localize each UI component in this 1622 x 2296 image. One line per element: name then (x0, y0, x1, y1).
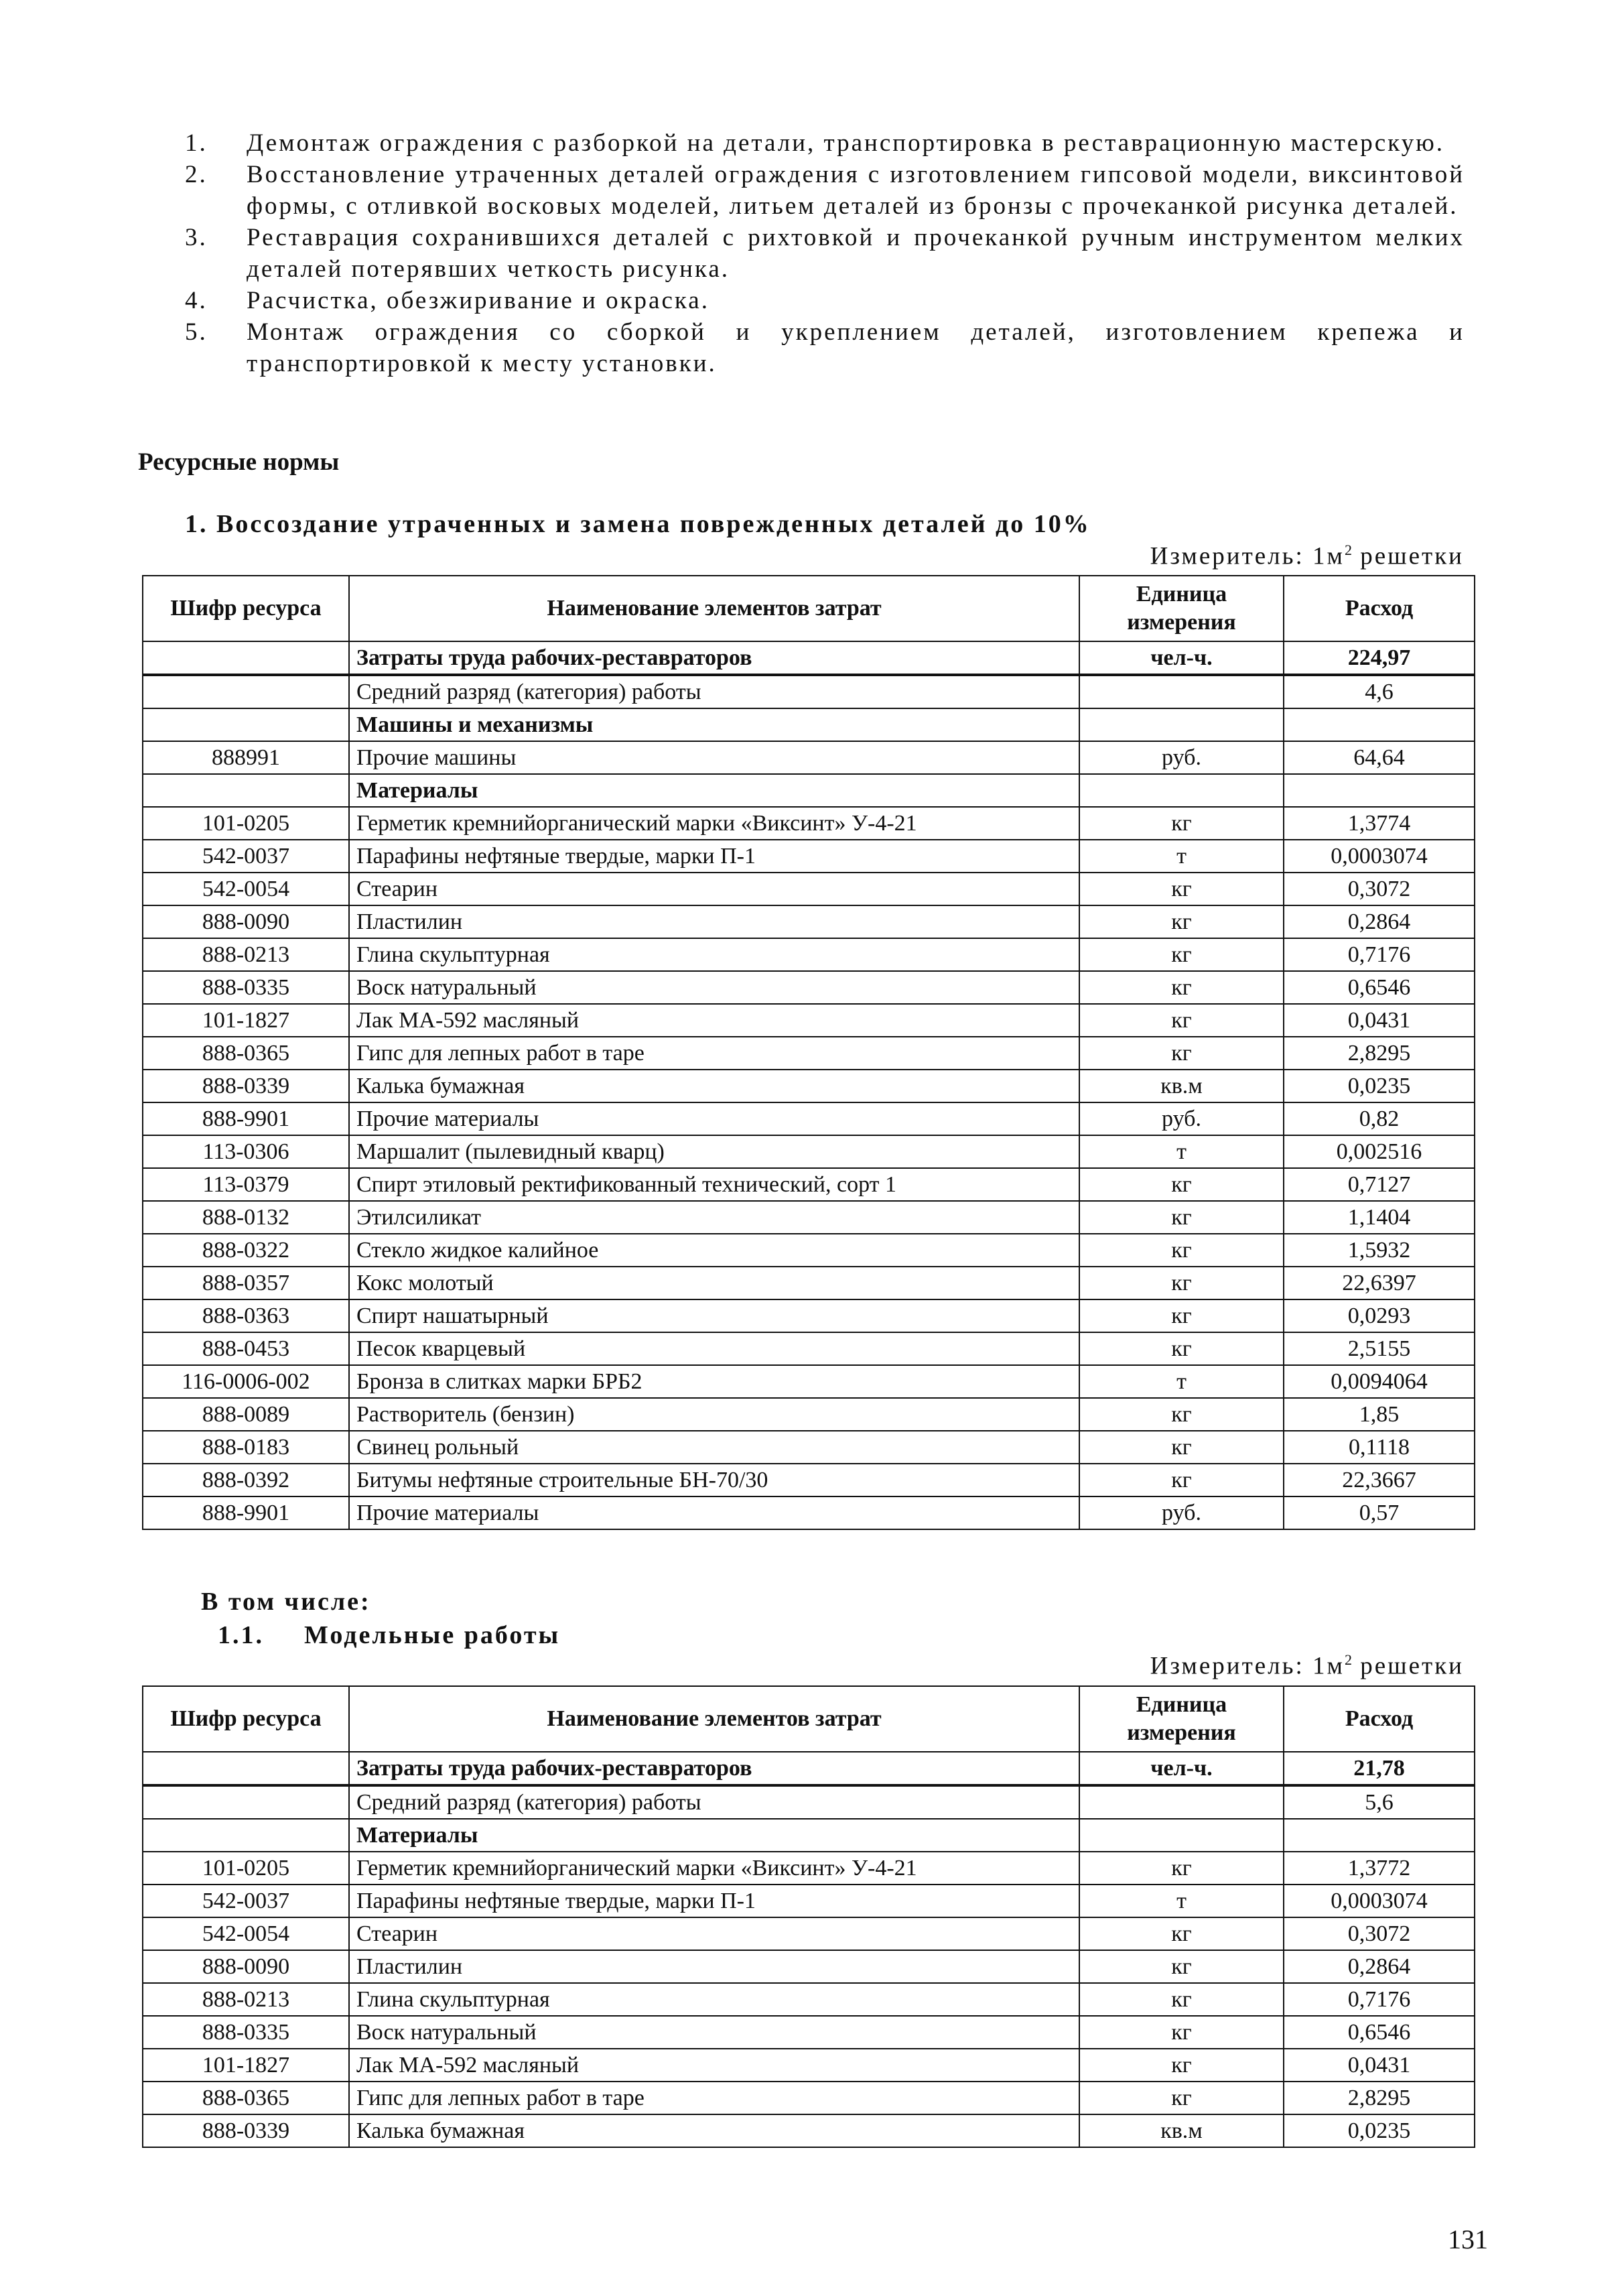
table-row (143, 2049, 1475, 2082)
code-cell: 888-0365 (143, 2082, 349, 2114)
subsection-title: Модельные работы (304, 1621, 561, 1649)
unit-cell: кг (1079, 1332, 1284, 1365)
name-cell: Парафины нефтяные твердые, марки П-1 (349, 1885, 1079, 1917)
unit-cell (1079, 708, 1284, 741)
name-cell: Свинец рольный (349, 1431, 1079, 1464)
table-row (143, 1267, 1475, 1299)
col-header-unit: Единица измерения (1079, 576, 1284, 641)
unit-cell: т (1079, 840, 1284, 873)
section-title: Ресурсные нормы (138, 448, 340, 476)
step-text: Реставрация сохранившихся деталей с рихтовкой и прочеканкой ручным инструментом мелких деталей потерявших четкость рисунка. (247, 224, 1465, 283)
code-cell: 542-0054 (143, 873, 349, 905)
qty-cell: 1,85 (1284, 1398, 1475, 1431)
name-cell: Герметик кремнийорганический марки «Виксинт» У-4-21 (349, 807, 1079, 840)
code-cell (143, 675, 349, 708)
table-row (143, 741, 1475, 774)
qty-cell: 0,0094064 (1284, 1365, 1475, 1398)
code-cell: 888-0132 (143, 1201, 349, 1234)
table-row (143, 2114, 1475, 2147)
code-cell: 116-0006-002 (143, 1365, 349, 1398)
table-row (143, 1201, 1475, 1234)
code-cell: 888-0213 (143, 938, 349, 971)
name-cell: Бронза в слитках марки БРБ2 (349, 1365, 1079, 1398)
qty-cell: 2,5155 (1284, 1332, 1475, 1365)
resource-norms-table-2 (142, 1685, 1475, 2148)
qty-cell: 2,8295 (1284, 1037, 1475, 1070)
unit-cell: т (1079, 1135, 1284, 1168)
table-row (143, 938, 1475, 971)
name-cell: Стеарин (349, 873, 1079, 905)
qty-cell (1284, 774, 1475, 807)
unit-cell: кг (1079, 1398, 1284, 1431)
unit-cell: т (1079, 1365, 1284, 1398)
unit-cell: кг (1079, 807, 1284, 840)
qty-cell: 1,5932 (1284, 1234, 1475, 1267)
unit-cell: кг (1079, 1299, 1284, 1332)
name-cell: Растворитель (бензин) (349, 1398, 1079, 1431)
col-header-name: Наименование элементов затрат (349, 576, 1079, 641)
name-cell: Калька бумажная (349, 1070, 1079, 1102)
unit-cell: кг (1079, 1037, 1284, 1070)
code-cell (143, 641, 349, 675)
qty-cell: 0,7176 (1284, 938, 1475, 971)
unit-cell: чел-ч. (1079, 641, 1284, 675)
qty-cell: 4,6 (1284, 675, 1475, 708)
unit-cell: кг (1079, 873, 1284, 905)
table-row (143, 1752, 1475, 1785)
name-cell: Пластилин (349, 1950, 1079, 1983)
unit-cell: кг (1079, 2082, 1284, 2114)
code-cell: 101-0205 (143, 807, 349, 840)
step-text: Расчистка, обезжиривание и окраска. (247, 287, 709, 314)
table-row (143, 1168, 1475, 1201)
qty-cell: 0,7176 (1284, 1983, 1475, 2016)
table-row (143, 1398, 1475, 1431)
code-cell: 888-0363 (143, 1299, 349, 1332)
qty-cell: 21,78 (1284, 1752, 1475, 1785)
code-cell: 888991 (143, 741, 349, 774)
qty-cell: 0,2864 (1284, 905, 1475, 938)
measure-suffix: решетки (1351, 542, 1464, 570)
qty-cell: 0,57 (1284, 1496, 1475, 1529)
qty-cell: 0,3072 (1284, 873, 1475, 905)
qty-cell: 0,6546 (1284, 971, 1475, 1004)
code-cell: 542-0037 (143, 1885, 349, 1917)
table-row (143, 971, 1475, 1004)
code-cell: 888-0453 (143, 1332, 349, 1365)
table-row (143, 2082, 1475, 2114)
name-cell: Спирт этиловый ректификованный технический, сорт 1 (349, 1168, 1079, 1201)
name-cell: Парафины нефтяные твердые, марки П-1 (349, 840, 1079, 873)
qty-cell (1284, 708, 1475, 741)
code-cell: 888-0090 (143, 1950, 349, 1983)
col-header-code: Шифр ресурса (143, 1686, 349, 1752)
name-cell: Воск натуральный (349, 971, 1079, 1004)
code-cell: 888-9901 (143, 1102, 349, 1135)
col-header-name: Наименование элементов затрат (349, 1686, 1079, 1752)
table2-title (218, 1620, 560, 1650)
unit-cell: кг (1079, 2049, 1284, 2082)
table-header-row (143, 576, 1475, 641)
code-cell: 113-0379 (143, 1168, 349, 1201)
code-cell: 101-0205 (143, 1852, 349, 1885)
unit-cell: кг (1079, 1004, 1284, 1037)
code-cell (143, 774, 349, 807)
step-text: Восстановление утраченных деталей ограждения с изготовлением гипсовой модели, виксинтовой формы, с отливкой восковых моделей, литьем деталей из бронзы с прочеканкой рисунка деталей. (247, 161, 1465, 220)
qty-cell: 5,6 (1284, 1785, 1475, 1819)
qty-cell: 0,82 (1284, 1102, 1475, 1135)
table-row (143, 1070, 1475, 1102)
unit-cell: кв.м (1079, 1070, 1284, 1102)
code-cell: 888-0090 (143, 905, 349, 938)
col-header-unit: Единица измерения (1079, 1686, 1284, 1752)
qty-cell: 22,6397 (1284, 1267, 1475, 1299)
resource-norms-table-1 (142, 575, 1475, 1530)
table-row (143, 1004, 1475, 1037)
name-cell: Затраты труда рабочих-реставраторов (349, 641, 1079, 675)
work-step (185, 127, 1465, 159)
code-cell: 101-1827 (143, 1004, 349, 1037)
name-cell: Лак МА-592 масляный (349, 2049, 1079, 2082)
code-cell: 888-0339 (143, 1070, 349, 1102)
name-cell: Песок кварцевый (349, 1332, 1079, 1365)
unit-cell (1079, 1819, 1284, 1852)
work-steps-list (185, 127, 1465, 379)
measure-prefix: Измеритель: 1м (1150, 542, 1345, 570)
qty-cell: 0,1118 (1284, 1431, 1475, 1464)
step-number: 4. (185, 287, 208, 314)
code-cell: 888-0183 (143, 1431, 349, 1464)
qty-cell: 2,8295 (1284, 2082, 1475, 2114)
table-row (143, 1464, 1475, 1496)
qty-cell: 1,3774 (1284, 807, 1475, 840)
table-row (143, 905, 1475, 938)
table-row (143, 1135, 1475, 1168)
table-row (143, 1365, 1475, 1398)
name-cell: Глина скульптурная (349, 938, 1079, 971)
qty-cell: 0,3072 (1284, 1917, 1475, 1950)
name-cell: Стеарин (349, 1917, 1079, 1950)
subsection-number: 1.1. (218, 1621, 264, 1649)
table-row (143, 1332, 1475, 1365)
qty-cell: 0,002516 (1284, 1135, 1475, 1168)
measure-sup: 2 (1344, 541, 1352, 558)
step-number: 1. (185, 129, 208, 157)
work-step (185, 159, 1465, 222)
col-header-code: Шифр ресурса (143, 576, 349, 641)
qty-cell: 0,0431 (1284, 1004, 1475, 1037)
unit-cell: кг (1079, 1168, 1284, 1201)
table-row (143, 807, 1475, 840)
code-cell (143, 1785, 349, 1819)
name-cell: Материалы (349, 774, 1079, 807)
table-row (143, 1102, 1475, 1135)
unit-cell: руб. (1079, 741, 1284, 774)
table-row (143, 641, 1475, 675)
work-step (185, 316, 1465, 379)
code-cell: 888-0357 (143, 1267, 349, 1299)
qty-cell: 1,3772 (1284, 1852, 1475, 1885)
qty-cell: 64,64 (1284, 741, 1475, 774)
qty-cell: 0,0003074 (1284, 840, 1475, 873)
name-cell: Затраты труда рабочих-реставраторов (349, 1752, 1079, 1785)
measure-prefix: Измеритель: 1м (1150, 1652, 1345, 1680)
table-row (143, 1852, 1475, 1885)
unit-cell: кг (1079, 1950, 1284, 1983)
table-row (143, 708, 1475, 741)
code-cell: 888-0365 (143, 1037, 349, 1070)
name-cell: Кокс молотый (349, 1267, 1079, 1299)
code-cell: 101-1827 (143, 2049, 349, 2082)
code-cell: 888-0335 (143, 971, 349, 1004)
unit-cell: чел-ч. (1079, 1752, 1284, 1785)
unit-cell: кг (1079, 1267, 1284, 1299)
code-cell: 542-0054 (143, 1917, 349, 1950)
unit-cell: кг (1079, 905, 1284, 938)
code-cell: 888-0392 (143, 1464, 349, 1496)
table-row (143, 1037, 1475, 1070)
unit-cell: кг (1079, 1983, 1284, 2016)
name-cell: Машины и механизмы (349, 708, 1079, 741)
unit-cell (1079, 675, 1284, 708)
table-row (143, 873, 1475, 905)
unit-cell: кг (1079, 1431, 1284, 1464)
name-cell: Прочие машины (349, 741, 1079, 774)
code-cell (143, 1819, 349, 1852)
measure-suffix: решетки (1351, 1652, 1464, 1680)
name-cell: Этилсиликат (349, 1201, 1079, 1234)
unit-cell: т (1079, 1885, 1284, 1917)
qty-cell: 0,0431 (1284, 2049, 1475, 2082)
qty-cell: 224,97 (1284, 641, 1475, 675)
qty-cell: 0,2864 (1284, 1950, 1475, 1983)
qty-cell: 0,0235 (1284, 1070, 1475, 1102)
unit-cell: кг (1079, 1917, 1284, 1950)
unit-cell: кг (1079, 938, 1284, 971)
name-cell: Гипс для лепных работ в таре (349, 2082, 1079, 2114)
unit-cell: руб. (1079, 1496, 1284, 1529)
col-header-qty: Расход (1284, 1686, 1475, 1752)
name-cell: Прочие материалы (349, 1496, 1079, 1529)
including-title: В том числе: (201, 1588, 371, 1616)
name-cell: Спирт нашатырный (349, 1299, 1079, 1332)
table-row (143, 1496, 1475, 1529)
code-cell: 888-0339 (143, 2114, 349, 2147)
page-number: 131 (1448, 2224, 1488, 2254)
step-number: 5. (185, 318, 208, 346)
name-cell: Прочие материалы (349, 1102, 1079, 1135)
qty-cell: 22,3667 (1284, 1464, 1475, 1496)
name-cell: Пластилин (349, 905, 1079, 938)
table-row (143, 1983, 1475, 2016)
table-row (143, 840, 1475, 873)
name-cell: Калька бумажная (349, 2114, 1079, 2147)
work-step (185, 222, 1465, 285)
unit-cell (1079, 1785, 1284, 1819)
table-row (143, 675, 1475, 708)
unit-cell: кг (1079, 1201, 1284, 1234)
code-cell: 888-0335 (143, 2016, 349, 2049)
unit-cell: руб. (1079, 1102, 1284, 1135)
unit-cell: кг (1079, 971, 1284, 1004)
name-cell: Гипс для лепных работ в таре (349, 1037, 1079, 1070)
name-cell: Средний разряд (категория) работы (349, 675, 1079, 708)
qty-cell: 0,7127 (1284, 1168, 1475, 1201)
table-row (143, 1950, 1475, 1983)
code-cell: 888-0213 (143, 1983, 349, 2016)
qty-cell: 0,0293 (1284, 1299, 1475, 1332)
name-cell: Средний разряд (категория) работы (349, 1785, 1079, 1819)
name-cell: Воск натуральный (349, 2016, 1079, 2049)
name-cell: Битумы нефтяные строительные БН-70/30 (349, 1464, 1079, 1496)
table1-title: 1. Воссоздание утраченных и замена поврежденных деталей до 10% (185, 510, 1091, 538)
unit-cell: кг (1079, 1234, 1284, 1267)
name-cell: Лак МА-592 масляный (349, 1004, 1079, 1037)
code-cell (143, 1752, 349, 1785)
table-row (143, 1819, 1475, 1852)
step-number: 3. (185, 224, 208, 251)
table2-measure (1150, 1651, 1464, 1680)
table-row (143, 1299, 1475, 1332)
unit-cell: кг (1079, 1852, 1284, 1885)
name-cell: Стекло жидкое калийное (349, 1234, 1079, 1267)
unit-cell: кг (1079, 1464, 1284, 1496)
step-text: Демонтаж ограждения с разборкой на детали, транспортировка в реставрационную мастерскую. (247, 129, 1444, 157)
code-cell: 888-9901 (143, 1496, 349, 1529)
table-row (143, 1917, 1475, 1950)
table-row (143, 1431, 1475, 1464)
code-cell: 542-0037 (143, 840, 349, 873)
code-cell (143, 708, 349, 741)
code-cell: 888-0322 (143, 1234, 349, 1267)
code-cell: 113-0306 (143, 1135, 349, 1168)
qty-cell (1284, 1819, 1475, 1852)
measure-sup: 2 (1344, 1651, 1352, 1668)
table-row (143, 1885, 1475, 1917)
qty-cell: 0,0235 (1284, 2114, 1475, 2147)
name-cell: Глина скульптурная (349, 1983, 1079, 2016)
step-number: 2. (185, 161, 208, 188)
table-row (143, 774, 1475, 807)
qty-cell: 1,1404 (1284, 1201, 1475, 1234)
name-cell: Маршалит (пылевидный кварц) (349, 1135, 1079, 1168)
name-cell: Материалы (349, 1819, 1079, 1852)
unit-cell: кг (1079, 2016, 1284, 2049)
code-cell: 888-0089 (143, 1398, 349, 1431)
work-step (185, 285, 1465, 316)
table-body (143, 1752, 1475, 2147)
table1-measure (1150, 541, 1464, 570)
table-row (143, 1234, 1475, 1267)
table-row (143, 1785, 1475, 1819)
table-header-row (143, 1686, 1475, 1752)
step-text: Монтаж ограждения со сборкой и укреплением деталей, изготовлением крепежа и транспортировкой к месту установки. (247, 318, 1465, 377)
table-body (143, 641, 1475, 1529)
unit-cell (1079, 774, 1284, 807)
name-cell: Герметик кремнийорганический марки «Виксинт» У-4-21 (349, 1852, 1079, 1885)
qty-cell: 0,0003074 (1284, 1885, 1475, 1917)
unit-cell: кв.м (1079, 2114, 1284, 2147)
table-row (143, 2016, 1475, 2049)
qty-cell: 0,6546 (1284, 2016, 1475, 2049)
col-header-qty: Расход (1284, 576, 1475, 641)
